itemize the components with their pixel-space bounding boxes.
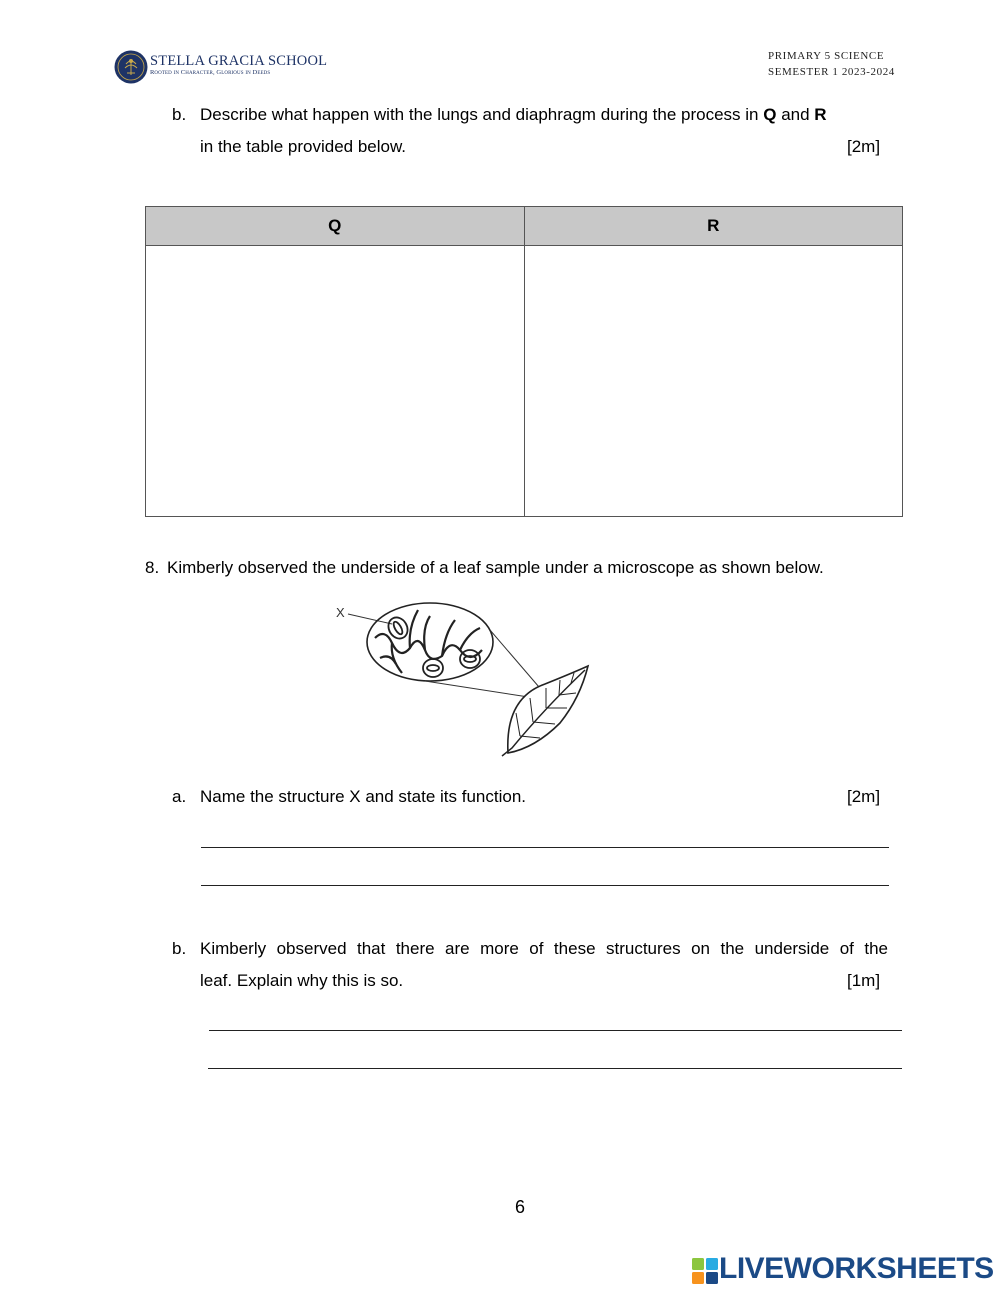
- question-8b-line2: leaf. Explain why this is so.: [200, 971, 404, 990]
- school-motto: Rooted in Character, Glorious in Deeds: [150, 69, 271, 76]
- question-8a-text: Name the structure X and state its function.: [200, 787, 526, 806]
- school-crest-icon: [114, 50, 148, 84]
- leaf-microscope-figure: [330, 598, 595, 758]
- table-header-q: Q: [146, 207, 525, 246]
- question-8a-label: a.: [172, 787, 187, 806]
- school-name: STELLA GRACIA SCHOOL: [150, 53, 328, 69]
- answer-line-8a-1[interactable]: [201, 847, 889, 848]
- subject-title: PRIMARY 5 SCIENCE: [768, 50, 885, 62]
- question-8b-label: b.: [172, 939, 187, 958]
- answer-line-8b-1[interactable]: [209, 1030, 902, 1031]
- question-7b-label: b.: [172, 105, 187, 124]
- figure-label-x: X: [336, 605, 345, 620]
- table-header-r: R: [524, 207, 903, 246]
- question-8b-line1: Kimberly observed that there are more of these structures on the underside of the: [200, 939, 888, 958]
- liveworksheets-brand: LIVEWORKSHEETS: [719, 1252, 994, 1285]
- answer-cell-r[interactable]: [524, 246, 903, 517]
- magnified-view: [367, 603, 493, 681]
- question-8-text: Kimberly observed the underside of a leaf sample under a microscope as shown below.: [167, 558, 824, 577]
- answer-line-8b-2[interactable]: [208, 1068, 902, 1069]
- question-8-number: 8.: [145, 558, 160, 577]
- question-8b-marks: [1m]: [847, 971, 881, 990]
- question-7b-line1: Describe what happen with the lungs and diaphragm during the process in Q and R: [200, 105, 827, 124]
- question-8a-marks: [2m]: [847, 787, 881, 806]
- semester-title: SEMESTER 1 2023-2024: [768, 66, 895, 78]
- liveworksheets-logo-icon: [692, 1258, 718, 1284]
- question-7b-marks: [2m]: [847, 137, 881, 156]
- qr-answer-table: [145, 206, 903, 517]
- question-7b-line2: in the table provided below.: [200, 137, 407, 156]
- answer-cell-q[interactable]: [146, 246, 525, 517]
- page-number: 6: [514, 1197, 525, 1217]
- answer-line-8a-2[interactable]: [201, 885, 889, 886]
